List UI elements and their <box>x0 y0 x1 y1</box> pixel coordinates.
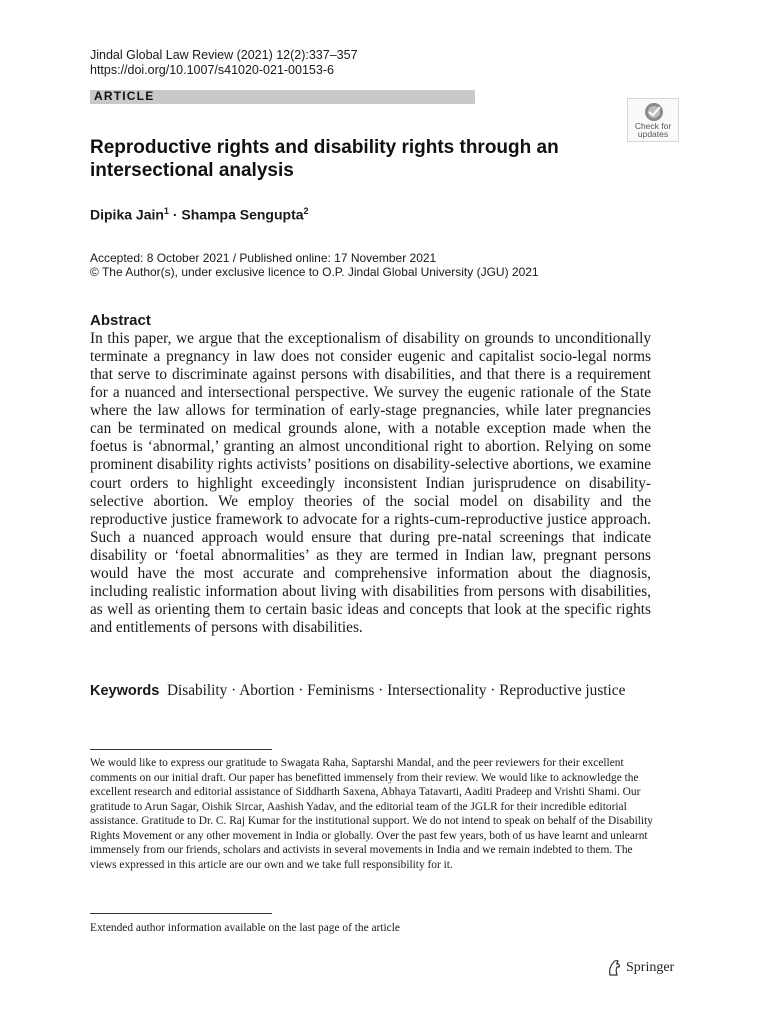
springer-horse-icon <box>606 959 622 977</box>
author-separator: · <box>168 206 182 223</box>
footnote-divider <box>90 749 272 750</box>
footnote-divider <box>90 913 272 914</box>
check-badge-line2: updates <box>637 129 669 139</box>
doi-link[interactable]: https://doi.org/10.1007/s41020-021-00153-6 <box>90 63 334 77</box>
keywords-heading: Keywords <box>90 683 160 699</box>
check-badge-line1: Check for <box>634 121 672 131</box>
keywords-section <box>90 682 651 700</box>
acknowledgement-footnote: We would like to express our gratitude to Swagata Raha, Saptarshi Mandal, and the peer reviewers for their excellent comments on our initial draft. Our paper has benefitted immensely from their review. We would like to acknowledge the excellent research and editorial assistance of Siddharth Saxena, Abhaya Tatavarti, Aaditi Pradeep and Vrishti Shami. Our gratitude to Arun Sagar, Oishik Sircar, Aashish Yadav, and the editorial team of the JGLR for their incredible editorial assistance. Gratitude to Dr. C. Raj Kumar for the institutional support. We do not intend to speak on behalf of the Disability Rights Movement or any other movement in India or globally. Over the past few years, both of us have learnt and unlearnt immensely from our friends, scholars and activists in several movements in India and we remain indebted to them. The views expressed in this article are our own and we take full responsibility for it. <box>90 757 653 871</box>
publisher-logo <box>606 958 674 978</box>
abstract-heading: Abstract <box>90 312 151 329</box>
keywords-list: Disability · Abortion · Feminisms · Intersectionality · Reproductive justice <box>166 682 626 699</box>
journal-citation: Jindal Global Law Review (2021) 12(2):337–357 <box>90 48 358 62</box>
publisher-name: Springer <box>626 960 675 975</box>
author-list <box>90 206 309 223</box>
publication-dates: Accepted: 8 October 2021 / Published online: 17 November 2021 <box>90 251 437 265</box>
abstract-text: In this paper, we argue that the exceptionalism of disability on grounds to unconditionally terminate a pregnancy in law does not consider eugenic and capitalist socio-legal norms that serve to discriminate against persons with disabilities, and that there is a requirement for a nuanced and intersectional perspective. We survey the eugenic rationale of the State where the law allows for termination of early-stage pregnancies, while later pregnancies can be terminated on medical grounds alone, with a notable exception made when the foetus is ‘abnormal,’ granting an almost unconditional right to abortion. Relying on some prominent disability rights activists’ positions on disability-selective abortions, we examine court orders to highlight exceedingly inconsistent Indian jurisprudence on disability-selective abortion. We employ theories of the social model on disability and the reproductive justice framework to advocate for a rights-cum-reproductive justice approach. Such a nuanced approach would ensure that during pre-natal screenings that indicate disability or ‘foetal abnormalities’ as they are termed in Indian law, pregnant persons would have the most accurate and comprehensive information about the diagnosis, including realistic information about living with disabilities from persons with disabilities, as well as orienting them to certain basic ideas and concepts that look at the specific rights and entitlements of persons with disabilities. <box>90 330 651 636</box>
copyright-notice: © The Author(s), under exclusive licence to O.P. Jindal Global University (JGU) 2021 <box>90 265 539 279</box>
article-title: Reproductive rights and disability rights through an intersectional analysis <box>90 137 559 181</box>
author-name[interactable]: Dipika Jain <box>90 206 164 223</box>
affiliation-marker: 1 <box>163 206 169 216</box>
article-type-label: ARTICLE <box>94 89 155 103</box>
article-type-bar <box>90 90 475 104</box>
author-name[interactable]: Shampa Sengupta <box>181 206 304 223</box>
extended-author-info-note: Extended author information available on the last page of the article <box>90 922 400 934</box>
affiliation-marker: 2 <box>303 206 309 216</box>
check-for-updates-badge[interactable] <box>627 98 679 142</box>
